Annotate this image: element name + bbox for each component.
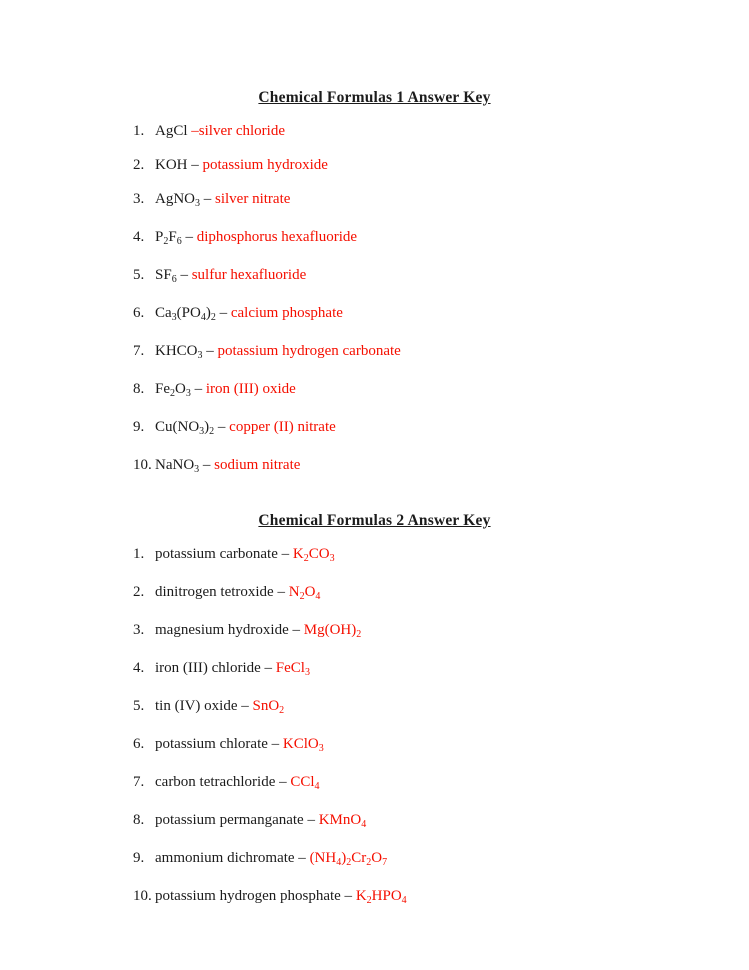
item-number: 4. (133, 229, 145, 245)
question-text-segment: 3 (171, 312, 177, 323)
answer-text-segment: FeCl (275, 660, 305, 676)
question-text-segment: tin (IV) oxide – (155, 698, 253, 714)
item-number: 3. (133, 622, 145, 638)
question-text-segment: KHCO (155, 343, 198, 359)
answer-text-segment: K (292, 546, 304, 562)
item-text (155, 698, 284, 714)
question-text-segment: ) (204, 419, 210, 435)
answer-text-segment: potassium hydroxide (202, 157, 328, 173)
item-number: 10. (133, 888, 152, 904)
question-text-segment: potassium hydrogen phosphate – (155, 888, 356, 904)
item-text (155, 229, 357, 245)
answer-text-segment: sulfur hexafluoride (191, 267, 307, 283)
answer-text-segment: diphosphorus hexafluoride (196, 229, 358, 245)
item-number: 2. (133, 157, 145, 173)
item-text (155, 888, 407, 904)
item-text (155, 343, 401, 359)
answer-item (133, 304, 749, 327)
answer-item (133, 456, 749, 479)
question-text-segment: – (181, 229, 197, 245)
question-text-segment: carbon tetrachloride – (155, 774, 291, 790)
question-text-segment: (PO (176, 305, 201, 321)
question-text-segment: dinitrogen tetroxide – (155, 584, 289, 600)
answer-text-segment: 2 (303, 553, 309, 564)
item-number: 4. (133, 660, 145, 676)
item-number: 9. (133, 419, 145, 435)
question-text-segment: AgCl (155, 123, 192, 139)
item-number: 7. (133, 774, 145, 790)
item-number: 2. (133, 584, 145, 600)
answer-item (133, 659, 749, 682)
section-title: Chemical Formulas 2 Answer Key (258, 512, 491, 529)
answer-key-section-2 (0, 511, 749, 910)
item-text (155, 305, 343, 321)
answer-item (133, 418, 749, 441)
question-text-segment: – (176, 267, 192, 283)
answer-text-segment: 2 (299, 591, 305, 602)
item-number: 8. (133, 812, 145, 828)
answer-item (133, 156, 749, 175)
question-text-segment: magnesium hydroxide – (155, 622, 304, 638)
answer-list (0, 122, 749, 479)
question-text-segment: SF (155, 267, 172, 283)
answer-text-segment: 2 (356, 629, 362, 640)
answer-item (133, 621, 749, 644)
question-text-segment: 2 (163, 236, 169, 247)
item-text (155, 546, 335, 562)
answer-text-segment: SnO (252, 698, 280, 714)
answer-text-segment: 7 (382, 857, 388, 868)
answer-text-segment: CO (308, 546, 330, 562)
question-text-segment: AgNO (155, 191, 195, 207)
answer-item (133, 849, 749, 872)
question-text-segment: potassium carbonate – (155, 546, 293, 562)
item-text (155, 584, 320, 600)
answer-key-section-1 (0, 88, 749, 479)
answer-item (133, 190, 749, 213)
answer-item (133, 773, 749, 796)
item-number: 6. (133, 736, 145, 752)
section-title: Chemical Formulas 1 Answer Key (258, 89, 491, 106)
answer-item (133, 583, 749, 606)
item-number: 7. (133, 343, 145, 359)
answer-item (133, 122, 749, 141)
question-text-segment: – (202, 343, 218, 359)
question-text-segment: O (175, 381, 186, 397)
item-number: 6. (133, 305, 145, 321)
answer-item (133, 811, 749, 834)
question-text-segment: – (190, 381, 206, 397)
question-text-segment: 2 (209, 426, 215, 437)
item-number: 5. (133, 267, 145, 283)
item-text (155, 123, 285, 139)
answer-text-segment: 2 (366, 857, 372, 868)
item-text (155, 774, 320, 790)
question-text-segment: potassium chlorate – (155, 736, 283, 752)
item-number: 1. (133, 123, 145, 139)
answer-item (133, 545, 749, 568)
answer-text-segment: K (355, 888, 367, 904)
item-text (155, 812, 366, 828)
answer-text-segment: potassium hydrogen carbonate (217, 343, 401, 359)
question-text-segment: – (200, 191, 215, 207)
item-text (155, 660, 310, 676)
answer-text-segment: Mg(OH) (303, 622, 357, 638)
question-text-segment: 3 (195, 198, 200, 209)
question-text-segment: ammonium dichromate – (155, 850, 310, 866)
answer-text-segment: calcium phosphate (230, 305, 343, 321)
item-text (155, 850, 387, 866)
answer-text-segment: 4 (361, 819, 367, 830)
question-text-segment: F (168, 229, 177, 245)
question-text-segment: potassium permanganate – (155, 812, 319, 828)
answer-text-segment: 3 (329, 553, 335, 564)
answer-text-segment: ) (341, 850, 347, 866)
answer-item (133, 735, 749, 758)
answer-text-segment: 4 (336, 857, 342, 868)
question-text-segment: Fe (155, 381, 170, 397)
answer-text-segment: O (371, 850, 383, 866)
answer-list (0, 545, 749, 910)
question-text-segment: 4 (200, 312, 206, 323)
question-text-segment: – (215, 305, 231, 321)
question-text-segment: Cu(NO (155, 419, 200, 435)
item-text (155, 157, 328, 173)
answer-text-segment: 3 (318, 743, 324, 754)
item-text (155, 736, 324, 752)
answer-text-segment: Cr (351, 850, 367, 866)
item-text (155, 267, 306, 283)
answer-text-segment: CCl (290, 774, 315, 790)
answer-text-segment: HPO (371, 888, 402, 904)
question-text-segment: 3 (194, 464, 200, 475)
question-text-segment: – (199, 457, 215, 473)
answer-text-segment: 4 (315, 591, 321, 602)
item-text (155, 622, 361, 638)
question-text-segment: P (155, 229, 164, 245)
answer-text-segment: N (288, 584, 300, 600)
answer-text-segment: 2 (366, 895, 372, 906)
answer-item (133, 697, 749, 720)
answer-item (133, 380, 749, 403)
question-text-segment: iron (III) chloride – (155, 660, 276, 676)
question-text-segment: Ca (155, 305, 172, 321)
question-text-segment: NaNO (155, 457, 195, 473)
answer-text-segment: copper (II) nitrate (229, 419, 336, 435)
answer-text-segment: 2 (346, 857, 352, 868)
answer-text-segment: 4 (401, 895, 407, 906)
answer-item (133, 887, 749, 910)
question-text-segment: 3 (199, 426, 205, 437)
item-text (155, 191, 290, 207)
question-text-segment: KOH – (155, 157, 203, 173)
answer-item (133, 228, 749, 251)
question-text-segment: 3 (185, 388, 191, 399)
question-text-segment: 2 (210, 312, 216, 323)
item-text (155, 381, 296, 397)
answer-item (133, 266, 749, 289)
answer-item (133, 342, 749, 365)
item-number: 10. (133, 457, 152, 473)
question-text-segment: 2 (170, 388, 175, 399)
item-text (155, 419, 336, 435)
answer-text-segment: silver nitrate (215, 191, 291, 207)
item-number: 1. (133, 546, 145, 562)
item-number: 9. (133, 850, 145, 866)
answer-text-segment: iron (III) oxide (205, 381, 296, 397)
answer-text-segment: 3 (304, 667, 310, 678)
answer-text-segment: 4 (314, 781, 320, 792)
item-text (155, 457, 300, 473)
question-text-segment: 3 (197, 350, 203, 361)
question-text-segment: – (214, 419, 230, 435)
answer-text-segment: KClO (282, 736, 319, 752)
question-text-segment: ) (205, 305, 211, 321)
answer-text-segment: sodium nitrate (214, 457, 301, 473)
item-number: 3. (133, 191, 145, 207)
item-number: 8. (133, 381, 145, 397)
answer-text-segment: O (304, 584, 316, 600)
answer-text-segment: 2 (279, 705, 285, 716)
item-number: 5. (133, 698, 145, 714)
question-text-segment: 6 (171, 274, 177, 285)
answer-text-segment: (NH (309, 850, 337, 866)
answer-text-segment: –silver chloride (191, 123, 285, 139)
question-text-segment: 6 (176, 236, 182, 247)
answer-text-segment: KMnO (318, 812, 362, 828)
